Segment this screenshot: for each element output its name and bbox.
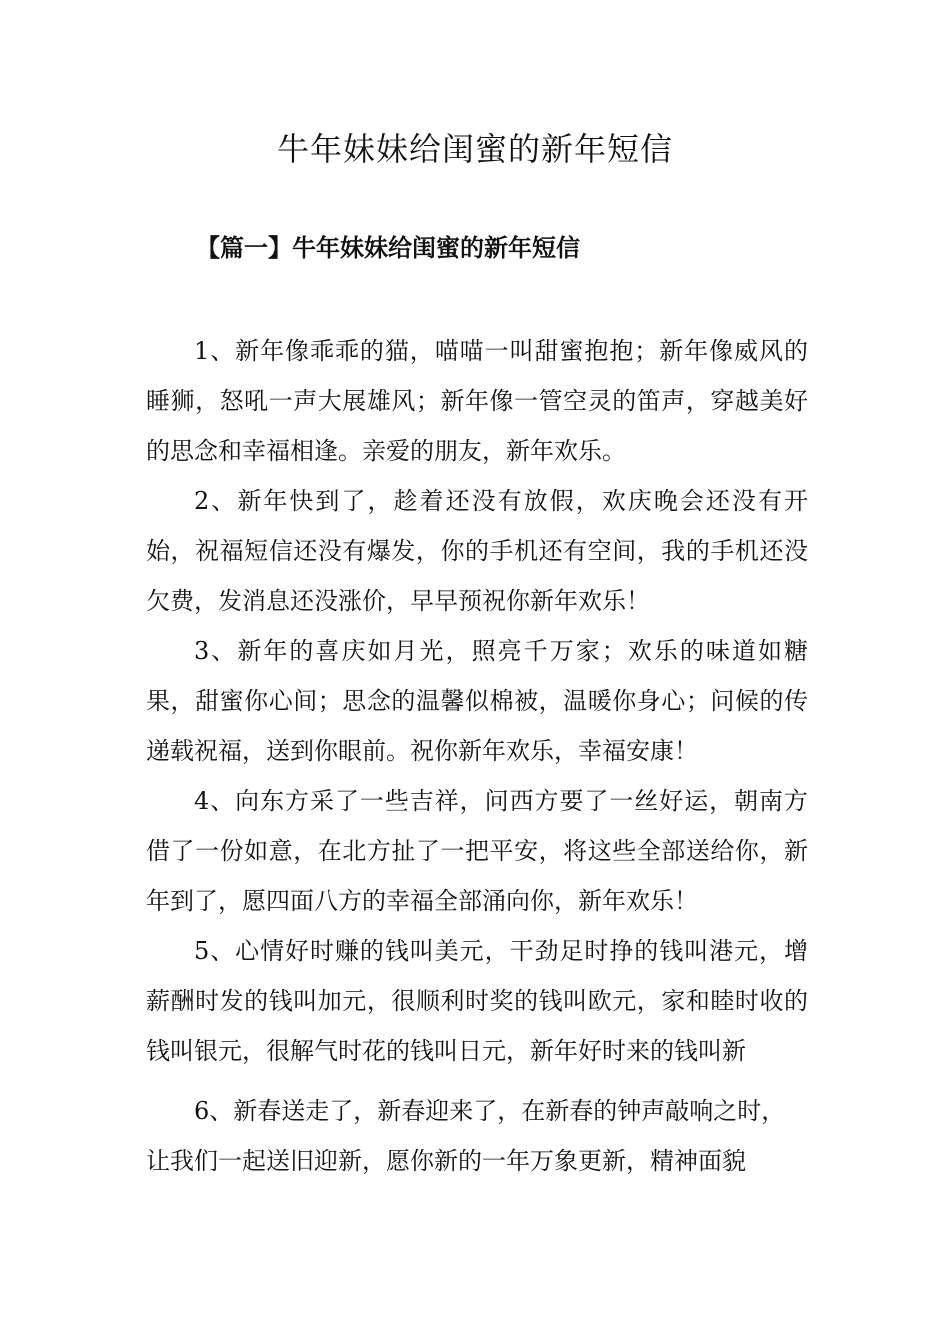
paragraph-5: 5、心情好时赚的钱叫美元，干劲足时挣的钱叫港元，增薪酬时发的钱叫加元，很顺利时奖的钱叫欧元，家和睦时收的钱叫银元，很解气时花的钱叫日元，新年好时来的钱叫新 — [146, 937, 808, 1065]
paragraph-3: 3、新年的喜庆如月光，照亮千万家；欢乐的味道如糖果，甜蜜你心间；思念的温馨似棉被，温暖你身心；问候的传递载祝福，送到你眼前。祝你新年欢乐，幸福安康！ — [146, 637, 808, 765]
document-body — [146, 326, 808, 1186]
section-heading: 【篇一】牛年妹妹给闺蜜的新年短信 — [196, 233, 580, 262]
paragraph-4: 4、向东方采了一些吉祥，问西方要了一丝好运，朝南方借了一份如意，在北方扯了一把平安，将这些全部送给你，新年到了，愿四面八方的幸福全部涌向你，新年欢乐！ — [146, 787, 808, 915]
paragraph-6: 6、新春送走了，新春迎来了，在新春的钟声敲响之时，让我们一起送旧迎新，愿你新的一年万象更新，精神面貌 — [146, 1097, 786, 1175]
paragraph-2: 2、新年快到了，趁着还没有放假，欢庆晚会还没有开始，祝福短信还没有爆发，你的手机还有空间，我的手机还没欠费，发消息还没涨价，早早预祝你新年欢乐！ — [146, 487, 808, 615]
document-title: 牛年妹妹给闺蜜的新年短信 — [276, 130, 673, 168]
paragraph-1: 1、新年像乖乖的猫，喵喵一叫甜蜜抱抱；新年像威风的睡狮，怒吼一声大展雄风；新年像一管空灵的笛声，穿越美好的思念和幸福相逢。亲爱的朋友，新年欢乐。 — [146, 337, 808, 465]
